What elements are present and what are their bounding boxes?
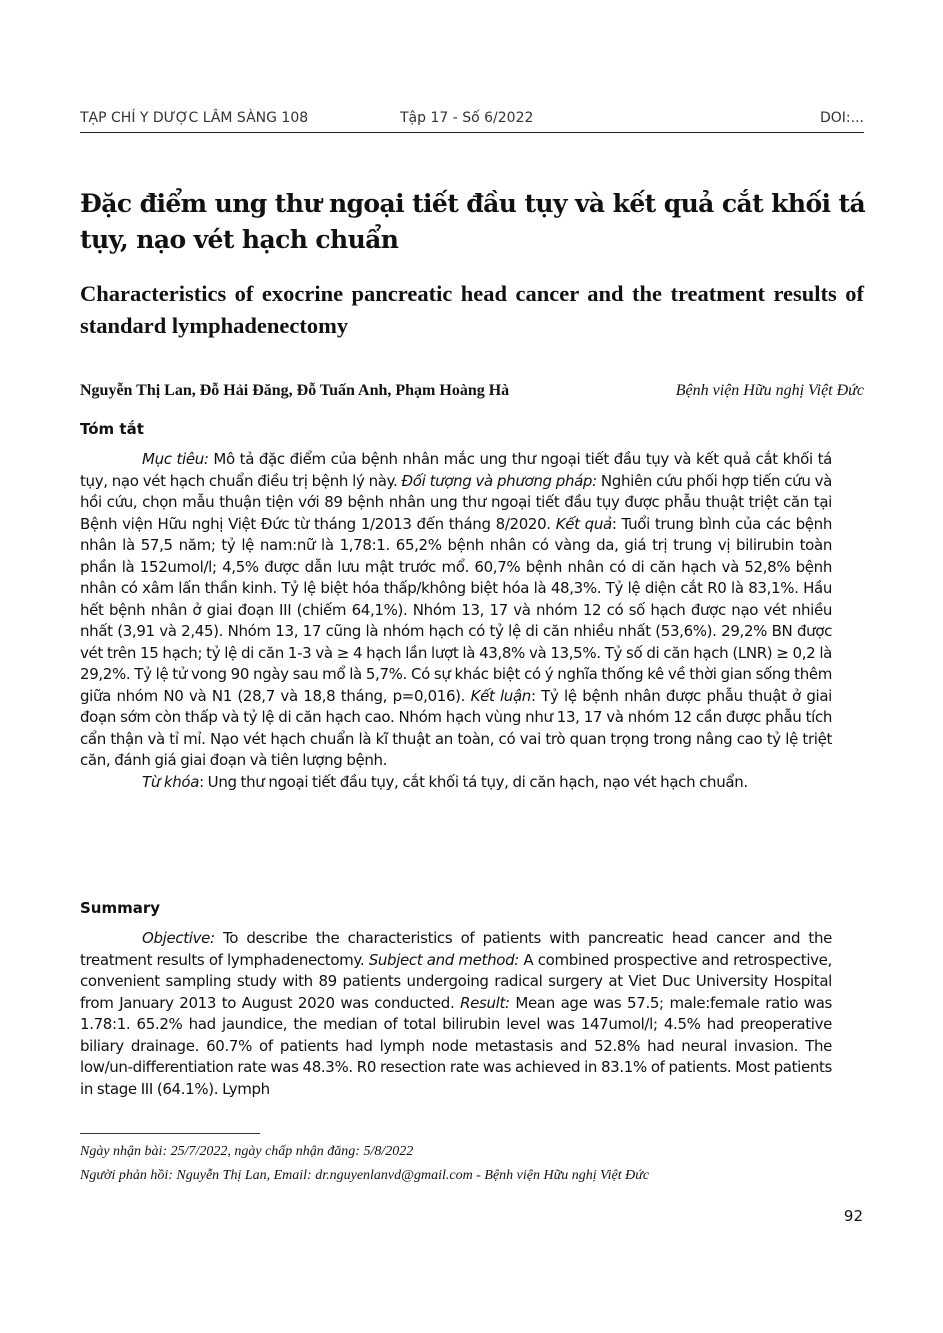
running-header xyxy=(80,110,864,133)
footnote-received: Ngày nhận bài: 25/7/2022, ngày chấp nhận đăng: 5/8/2022 xyxy=(80,1144,414,1159)
label-objective: Objective: xyxy=(142,929,215,947)
doi: DOI:... xyxy=(820,110,864,126)
label-result: Result: xyxy=(460,993,510,1012)
text: A combined prospective and retrospective, convenient sampling study with 89 patients undergoing radical surgery at Viet Duc University Hospital from January 2013 to August 2020 was conducted. xyxy=(80,950,832,1012)
summary-paragraph xyxy=(80,928,832,1100)
journal-name: TẠP CHÍ Y DƯỢC LÂM SÀNG 108 xyxy=(80,110,309,126)
text: Mô tả đặc điểm của bệnh nhân mắc ung thư ngoại tiết đầu tụy và kết quả cắt khối tá tụy, nạo vét hạch chuẩn điều trị bệnh lý này. xyxy=(80,450,833,490)
authors: Nguyễn Thị Lan, Đỗ Hải Đăng, Đỗ Tuấn Anh, Phạm Hoàng Hà xyxy=(80,382,510,399)
title-vietnamese: Đặc điểm ung thư ngoại tiết đầu tụy và kết quả cắt khối tá tụy, nạo vét hạch chuẩn xyxy=(80,189,866,254)
text: Nghiên cứu phối hợp tiến cứu và hồi cứu, chọn mẫu thuận tiện với 89 bệnh nhân ung thư ngoại tiết đầu tụy được phẫu thuật triệt căn tại Bệnh viện Hữu nghị Việt Đức từ tháng 1/2013 đến tháng 8/2020. xyxy=(80,471,832,533)
page-number: 92 xyxy=(843,1207,863,1225)
issue-info: Tập 17 - Số 6/2022 xyxy=(400,110,534,126)
text: : Ung thư ngoại tiết đầu tụy, cắt khối tá tụy, di căn hạch, nạo vét hạch chuẩn. xyxy=(199,772,748,791)
summary-heading: Summary xyxy=(80,899,161,917)
abstract-vietnamese xyxy=(80,449,832,793)
text: : Tỷ lệ bệnh nhân được phẫu thuật ở giai đoạn sớm còn thấp và tỷ lệ di căn hạch cao. Nhóm hạch vùng như 13, 17 và nhóm 12 cần được phẫu tích cẩn thận và tỉ mỉ. Nạo vét hạch chuẩn là kĩ thuật an toàn, có vai trò quan trọng trong nâng cao tỷ lệ triệt căn, đánh giá giai đoạn và tiên lượng bệnh. xyxy=(80,686,832,769)
label-method: Đối tượng và phương pháp: xyxy=(401,471,597,490)
label-objective: Mục tiêu: xyxy=(142,450,209,468)
text: : Tuổi trung bình của các bệnh nhân là 57,5 năm; tỷ lệ nam:nữ là 1,78:1. 65,2% bệnh nhân có vàng da, giá trị trung vị bilirubin toàn phần là 152umol/l; 4,5% được dẫn lưu mật trước mổ. 60,7% bệnh nhân có di căn hạch và 52,8% bệnh nhân có xâm lấn thần kinh. Tỷ lệ biệt hóa thấp/không biệt hóa là 48,3%. Tỷ lệ diện cắt R0 là 83,1%. Hầu hết bệnh nhân ở giai đoạn III (chiếm 64,1%). Nhóm 13, 17 và nhóm 12 có số hạch được nạo vét nhiều nhất (3,91 và 2,45). Nhóm 13, 17 cũng là nhóm hạch có tỷ lệ di căn nhiều nhất (53,6%). 29,2% BN được vét trên 15 hạch; tỷ lệ di căn 1-3 và ≥ 4 hạch lần lượt là 43,8% và 13,5%. Tỷ số di căn hạch (LNR) ≥ 0,2 là 29,2%. Tỷ lệ tử vong 90 ngày sau mổ là 5,7%. Có sự khác biệt có ý nghĩa thống kê về thời gian sống thêm giữa nhóm N0 và N1 (28,7 và 18,8 tháng, p=0,016). xyxy=(80,514,832,705)
label-result: Kết quả xyxy=(555,514,612,533)
title-english: Characteristics of exocrine pancreatic head cancer and the treatment results of standard lymphadenectomy xyxy=(80,281,864,338)
label-conclusion: Kết luận xyxy=(470,686,531,705)
abstract-heading: Tóm tắt xyxy=(80,420,144,438)
footnote-divider xyxy=(80,1133,260,1134)
footnote-correspondence: Người phản hồi: Nguyễn Thị Lan, Email: dr.nguyenlanvd@gmail.com - Bệnh viện Hữu nghị Việt Đức xyxy=(80,1168,650,1183)
abstract-paragraph xyxy=(80,449,832,772)
keywords xyxy=(80,772,832,794)
affiliation: Bệnh viện Hữu nghị Việt Đức xyxy=(675,382,864,399)
summary-english xyxy=(80,928,832,1100)
text: To describe the characteristics of patients with pancreatic head cancer and the treatment results of lymphadenectomy. xyxy=(80,929,832,969)
text: Mean age was 57.5; male:female ratio was 1.78:1. 65.2% had jaundice, the median of total bilirubin level was 147umol/l; 4.5% had preoperative biliary drainage. 60.7% of patients had lymph node metastasis and 52.8% had neural invasion. The low/un-differentiation rate was 48.3%. R0 resection rate was achieved in 83.1% of patients. Most patients in stage III (64.1%). Lymph xyxy=(80,993,833,1098)
label-method: Subject and method: xyxy=(368,950,519,969)
label-keywords: Từ khóa xyxy=(142,772,200,791)
